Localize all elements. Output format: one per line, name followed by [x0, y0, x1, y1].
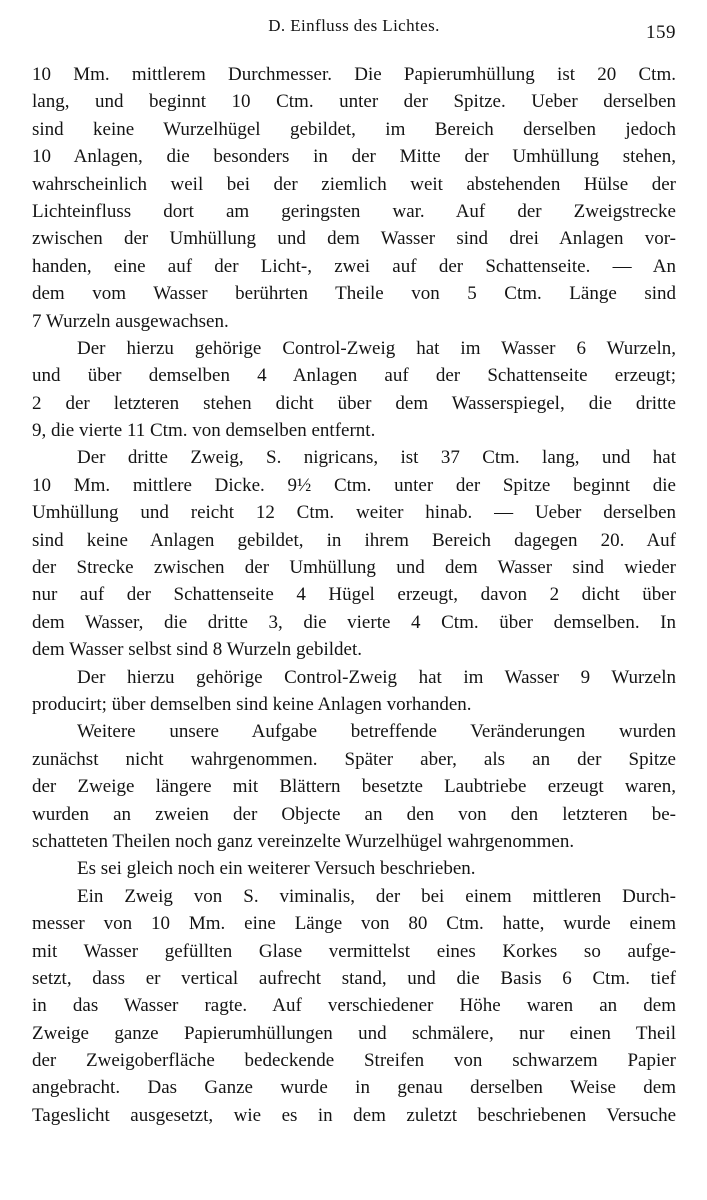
- text-line: dem Wasser, die dritte 3, die vierte 4 Ctm. über demselben. In: [32, 611, 676, 633]
- text-line: mit Wasser gefüllten Glase vermittelst eines Korkes so aufge-: [32, 940, 676, 962]
- text-line: Zweige ganze Papierumhüllungen und schmälere, nur einen Theil: [32, 1022, 676, 1044]
- page-header: [32, 16, 676, 46]
- text-line: dem Wasser selbst sind 8 Wurzeln gebildet.: [32, 639, 362, 661]
- paragraph-4: [32, 664, 676, 719]
- text-line: zwischen der Umhüllung und dem Wasser sind drei Anlagen vor-: [32, 228, 676, 250]
- text-line: angebracht. Das Ganze wurde in genau derselben Weise dem: [32, 1077, 676, 1099]
- text-line: wurden an zweien der Objecte an den von den letzteren be-: [32, 803, 676, 825]
- page-number: 159: [646, 22, 676, 43]
- body-text: [32, 61, 676, 1129]
- text-line: handen, eine auf der Licht-, zwei auf der Schattenseite. — An: [32, 255, 676, 277]
- text-line: in das Wasser ragte. Auf verschiedener Höhe waren an dem: [32, 995, 676, 1017]
- paragraph-6: [32, 855, 676, 882]
- running-head: D. Einfluss des Lichtes.: [268, 16, 440, 35]
- text-line: der Zweige längere mit Blättern besetzte Laubtriebe erzeugt waren,: [32, 776, 676, 798]
- text-line: Es sei gleich noch ein weiterer Versuch beschrieben.: [77, 858, 476, 880]
- text-line: 10 Mm. mittlere Dicke. 9½ Ctm. unter der Spitze beginnt die: [32, 474, 676, 496]
- text-line: der Zweigoberfläche bedeckende Streifen von schwarzem Papier: [32, 1050, 676, 1072]
- text-line: Der hierzu gehörige Control-Zweig hat im Wasser 6 Wurzeln,: [77, 337, 676, 359]
- paragraph-2: [32, 335, 676, 445]
- text-line: wahrscheinlich weil bei der ziemlich weit abstehenden Hülse der: [32, 173, 676, 195]
- text-line: setzt, dass er vertical aufrecht stand, und die Basis 6 Ctm. tief: [32, 967, 676, 989]
- text-line: Der hierzu gehörige Control-Zweig hat im Wasser 9 Wurzeln: [77, 666, 676, 688]
- text-line: zunächst nicht wahrgenommen. Später aber, als an der Spitze: [32, 748, 676, 770]
- text-line: und über demselben 4 Anlagen auf der Schattenseite erzeugt;: [32, 365, 676, 387]
- text-line: Umhüllung und reicht 12 Ctm. weiter hinab. — Ueber derselben: [32, 502, 676, 524]
- text-line: Weitere unsere Aufgabe betreffende Veränderungen wurden: [77, 721, 676, 743]
- text-line: 10 Mm. mittlerem Durchmesser. Die Papierumhüllung ist 20 Ctm.: [32, 64, 676, 85]
- text-line: nur auf der Schattenseite 4 Hügel erzeugt, davon 2 dicht über: [32, 584, 676, 606]
- text-line: Tageslicht ausgesetzt, wie es in dem zuletzt beschriebenen Versuche: [32, 1104, 676, 1126]
- text-line: 9, die vierte 11 Ctm. von demselben entfernt.: [32, 420, 376, 442]
- text-line: Ein Zweig von S. viminalis, der bei einem mittleren Durch-: [77, 885, 676, 907]
- text-line: schatteten Theilen noch ganz vereinzelte Wurzelhügel wahrgenommen.: [32, 830, 575, 852]
- paragraph-7: [32, 883, 676, 1130]
- text-line: der Strecke zwischen der Umhüllung und dem Wasser sind wieder: [32, 557, 676, 579]
- text-line: Lichteinfluss dort am geringsten war. Auf der Zweigstrecke: [32, 200, 676, 222]
- text-line: sind keine Wurzelhügel gebildet, im Bereich derselben jedoch: [32, 118, 676, 140]
- text-line: messer von 10 Mm. eine Länge von 80 Ctm. hatte, wurde einem: [32, 913, 676, 935]
- text-line: sind keine Anlagen gebildet, in ihrem Bereich dagegen 20. Auf: [32, 529, 676, 551]
- text-line: 2 der letzteren stehen dicht über dem Wasserspiegel, die dritte: [32, 392, 676, 414]
- text-line: dem vom Wasser berührten Theile von 5 Ctm. Länge sind: [32, 283, 676, 305]
- text-line: Der dritte Zweig, S. nigricans, ist 37 Ctm. lang, und hat: [77, 447, 676, 469]
- text-line: producirt; über demselben sind keine Anlagen vorhanden.: [32, 693, 472, 715]
- text-line: 10 Anlagen, die besonders in der Mitte der Umhüllung stehen,: [32, 146, 676, 168]
- paragraph-1: [32, 61, 676, 335]
- paragraph-3: [32, 444, 676, 663]
- text-line: lang, und beginnt 10 Ctm. unter der Spitze. Ueber derselben: [32, 91, 676, 113]
- text-line: 7 Wurzeln ausgewachsen.: [32, 310, 229, 332]
- paragraph-5: [32, 718, 676, 855]
